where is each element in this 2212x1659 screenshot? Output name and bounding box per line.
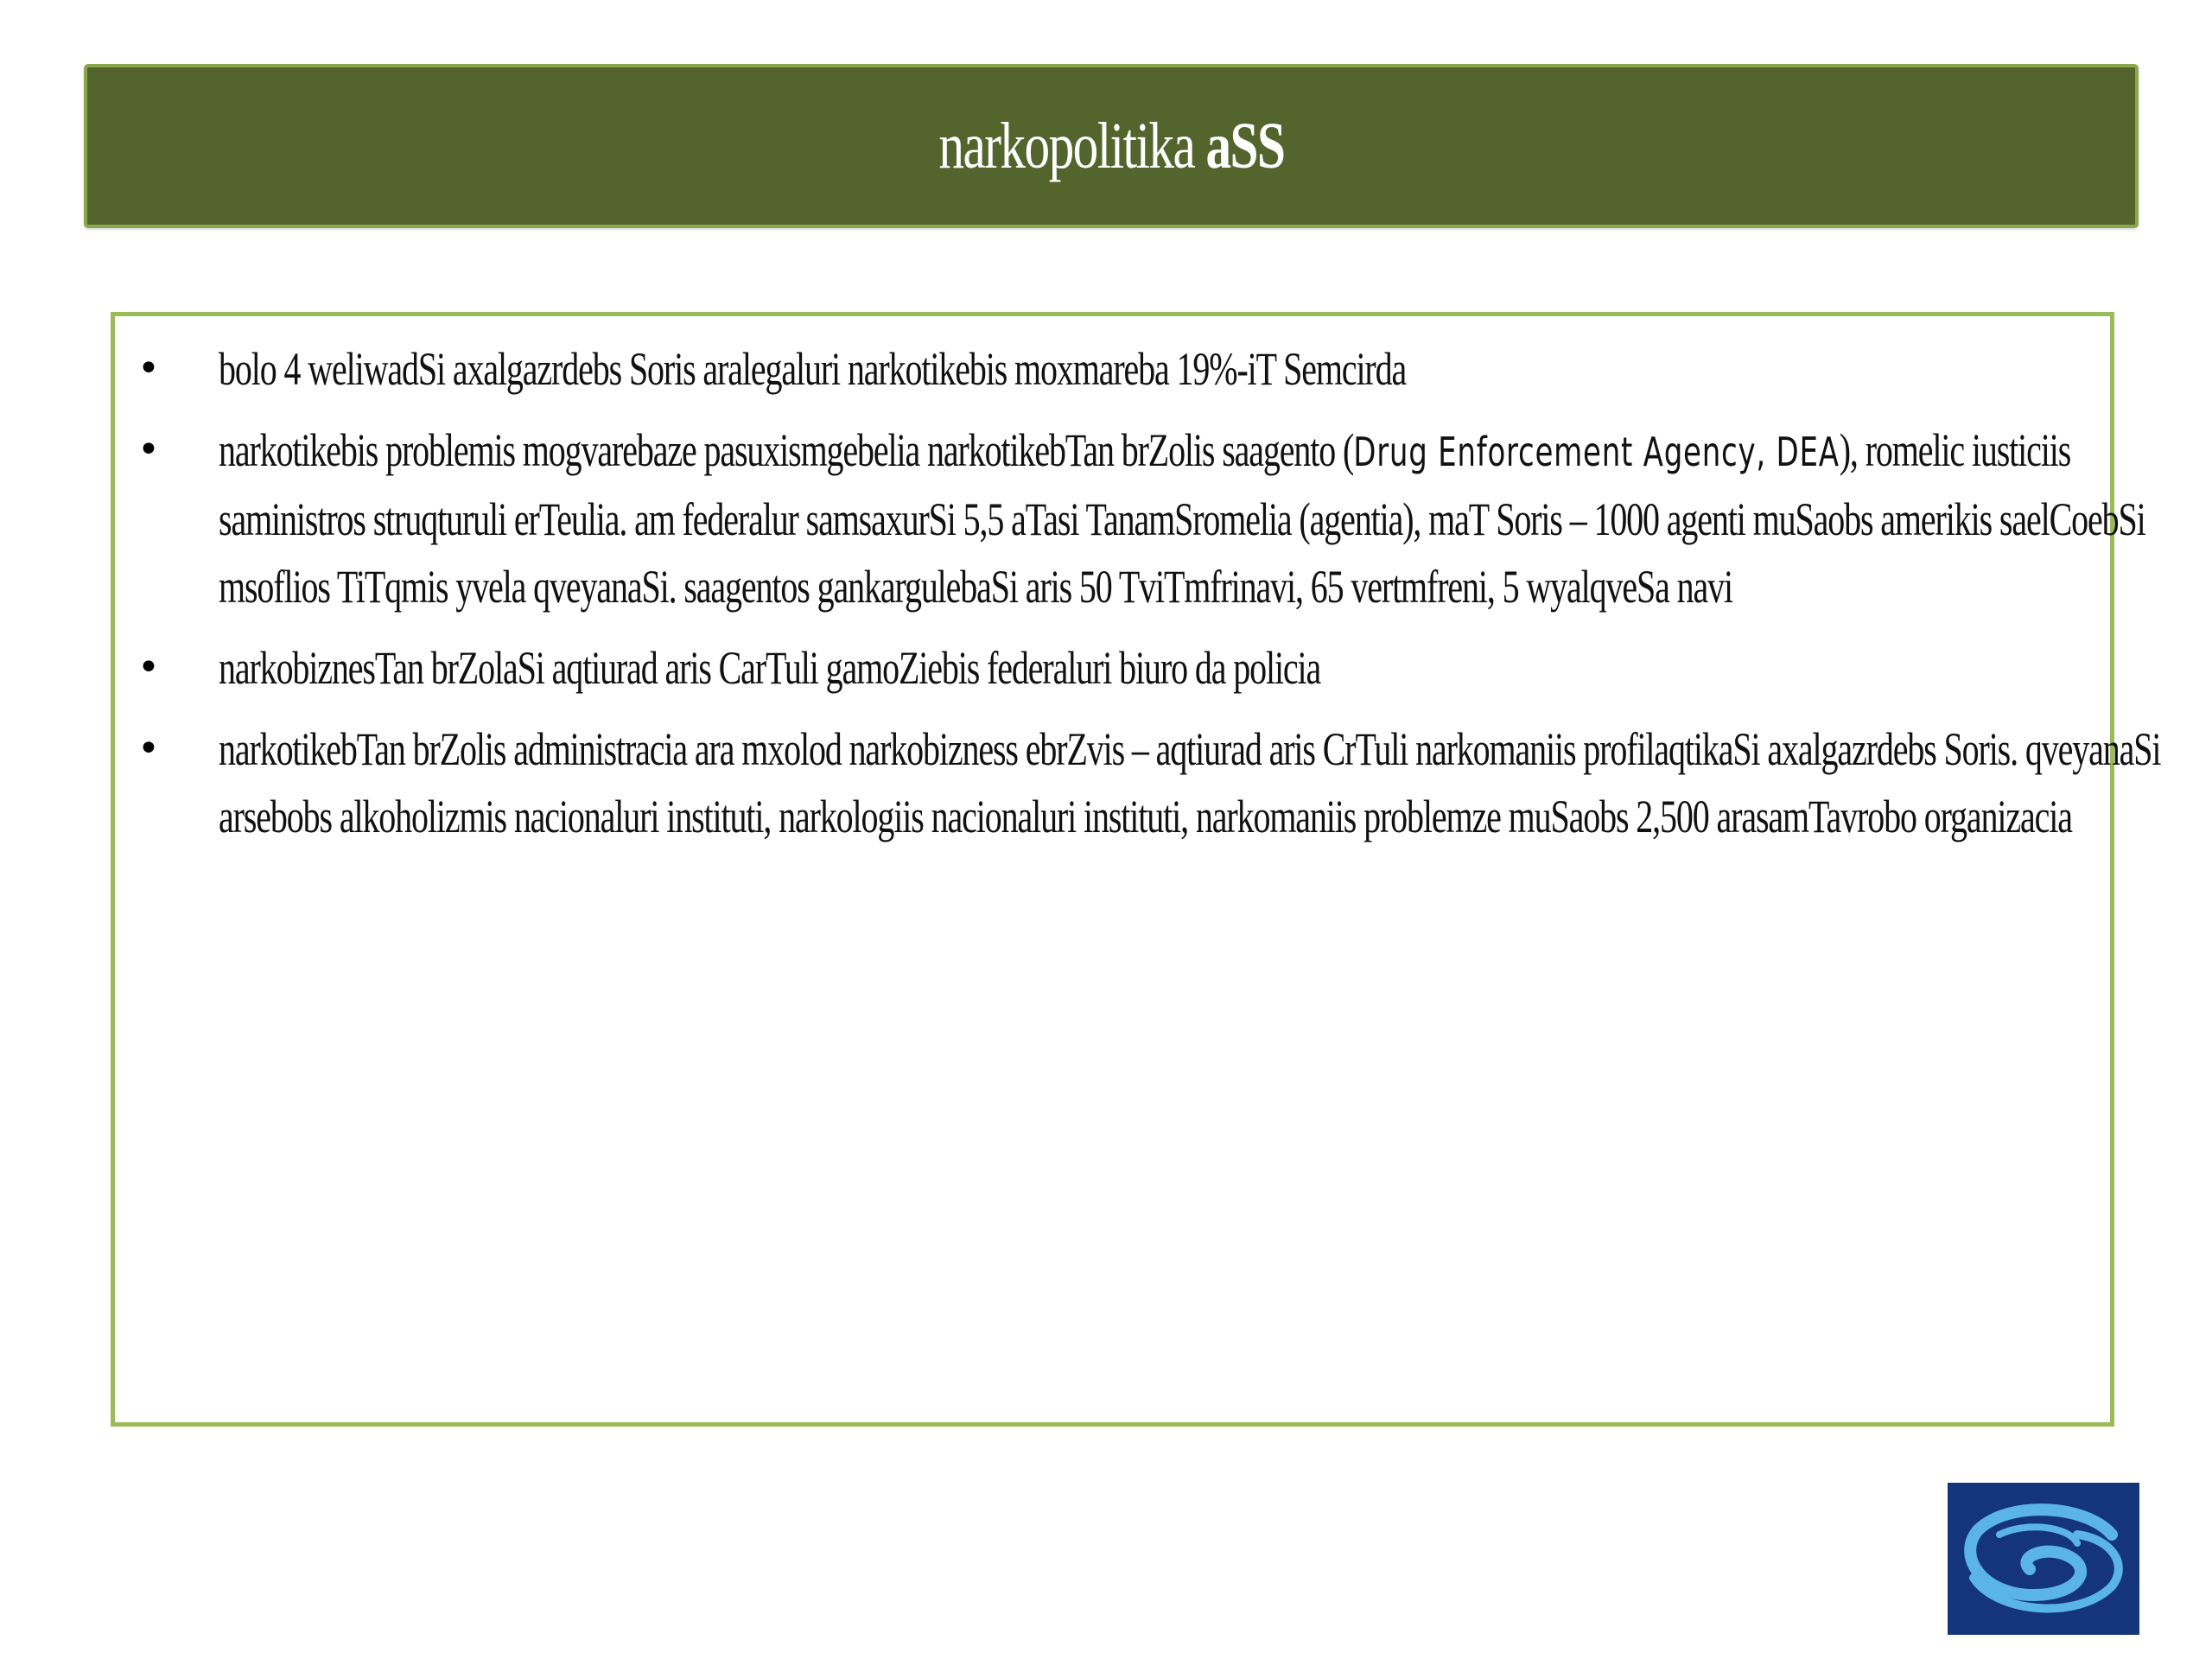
bullet-text: narkotikebis problemis mogvarebaze pasuxismgebelia narkotikebTan brZolis saagento (Drug Enforcement Agency, DEA), romelic iusticiis saministros struqturuli erTeulia. am federalur samsaxurSi 5,5 aTasi TanamSromelia (agentia), maT Soris – 1000 agenti muSaobs amerikis saelCoebSi msoflios TiTqmis yvela qveyanaSi. saagentos gankargulebaSi aris 50 TviTmfrinavi, 65 vertmfreni, 5 wyalqveSa navi	[219, 424, 2145, 613]
list-item	[115, 715, 2161, 850]
list-item	[115, 335, 2110, 403]
bullet-text: narkobiznesTan brZolaSi aqtiurad aris CarTuli gamoZiebis federaluri biuro da policia	[219, 642, 1321, 694]
bullet-marker: •	[137, 727, 160, 771]
slide-title-bold: aSS	[1205, 109, 1284, 182]
swirl-logo-graphic	[1948, 1483, 2139, 1635]
list-item	[115, 634, 2110, 702]
swirl-logo-icon	[1948, 1483, 2139, 1635]
bullet-list	[115, 335, 2161, 864]
title-bar	[84, 64, 2139, 228]
bullet-marker: •	[137, 346, 160, 391]
bullet-text: bolo 4 weliwadSi axalgazrdebs Soris aralegaluri narkotikebis moxmareba 19%-iT Semcirda	[219, 343, 1407, 395]
bullet-marker: •	[137, 428, 160, 472]
content-box	[111, 312, 2161, 1427]
agency-name: Drug Enforcement Agency, DEA	[1353, 429, 1840, 475]
slide-title	[938, 109, 1284, 184]
list-item	[115, 416, 2145, 620]
bullet-marker: •	[137, 645, 160, 690]
slide-title-regular: narkopolitika	[938, 109, 1194, 182]
bullet-text: narkotikebTan brZolis administracia ara mxolod narkobizness ebrZvis – aqtiurad aris CrTuli narkomaniis profilaqtikaSi axalgazrdebs Soris. qveyanaSi arsebobs alkoholizmis nacionaluri instituti, narkologiis nacionaluri instituti, narkomaniis problemze muSaobs 2,500 arasamTavrobo organizacia	[219, 723, 2161, 842]
